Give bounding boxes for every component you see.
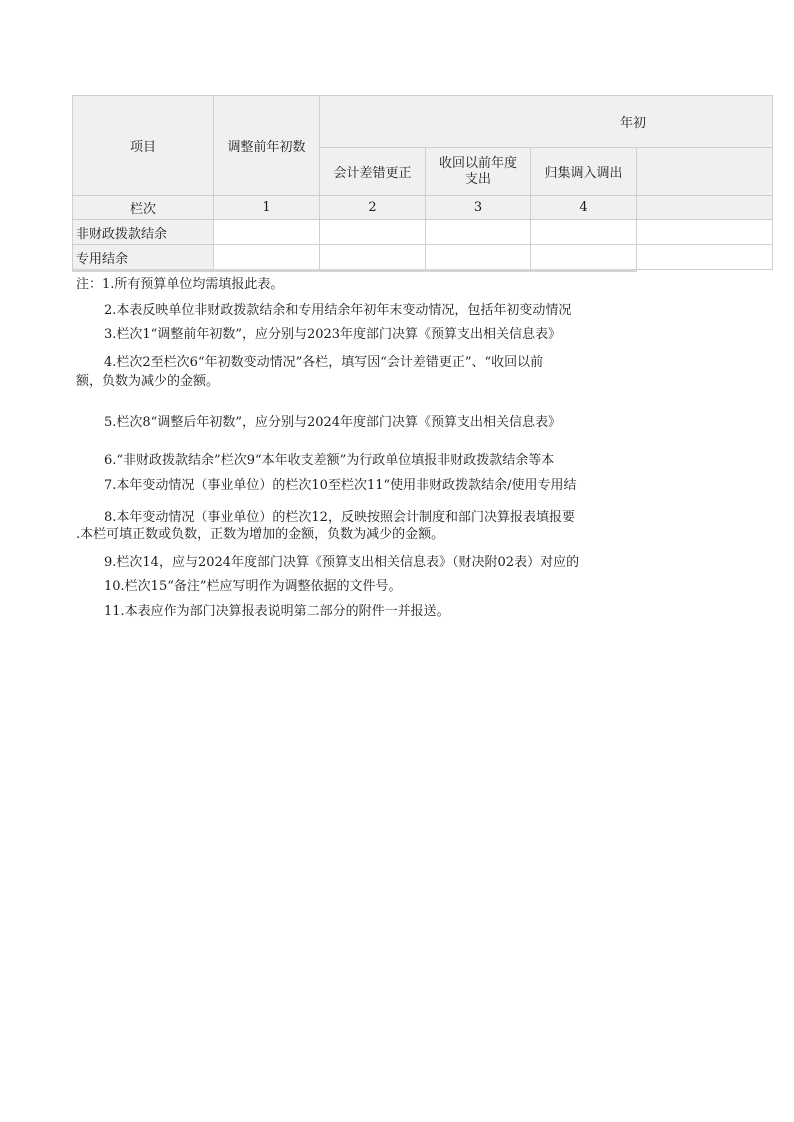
- note-6: 6.“非财政拨款结余”栏次9“本年收支差额”为行政单位填报非财政拨款结余等本: [104, 453, 555, 468]
- table-row: [73, 245, 773, 270]
- header-recover-prior-line1: 收回以前年度: [438, 155, 517, 171]
- note-9: 9.栏次14，应与2024年度部门决算《预算支出相关信息表》（财决附02表）对应的: [104, 555, 580, 570]
- note-8: 8.本年变动情况（事业单位）的栏次12，反映按照会计制度和部门决算报表填报要: [104, 510, 575, 525]
- cell-special-3[interactable]: [426, 245, 531, 270]
- cell-special-1[interactable]: [214, 245, 320, 270]
- cell-non-fiscal-4[interactable]: [531, 220, 637, 245]
- header-transfer: 归集调入调出: [531, 148, 637, 196]
- header-item: 项目: [73, 96, 214, 196]
- cell-non-fiscal-5[interactable]: [637, 220, 773, 245]
- header-next: [637, 148, 773, 196]
- note-8-cont: .本栏可填正数或负数，正数为增加的金额，负数为减少的金额。: [76, 527, 445, 542]
- index-5: [637, 196, 773, 220]
- note-5: 5.栏次8“调整后年初数”，应分别与2024年度部门决算《预算支出相关信息表》: [104, 415, 562, 430]
- note-4: 4.栏次2至栏次6“年初数变动情况”各栏，填写因“会计差错更正”、“收回以前: [104, 355, 544, 370]
- row-label-non-fiscal: 非财政拨款结余: [73, 220, 214, 245]
- note-10: 10.栏次15“备注”栏应写明作为调整依据的文件号。: [104, 579, 402, 594]
- index-2: 2: [320, 196, 426, 220]
- note-1: 注：1.所有预算单位均需填报此表。: [76, 277, 284, 292]
- index-1: 1: [214, 196, 320, 220]
- table-bottom-border: [72, 269, 637, 272]
- cell-special-5[interactable]: [637, 245, 773, 270]
- note-3: 3.栏次1“调整前年初数”，应分别与2023年度部门决算《预算支出相关信息表》: [104, 327, 562, 342]
- budget-balance-table: [72, 95, 773, 270]
- index-4: 4: [531, 196, 637, 220]
- header-group-year-change: 年初: [320, 96, 773, 148]
- cell-non-fiscal-3[interactable]: [426, 220, 531, 245]
- note-2: 2.本表反映单位非财政拨款结余和专用结余年初年末变动情况，包括年初变动情况: [104, 303, 572, 318]
- note-7: 7.本年变动情况（事业单位）的栏次10至栏次11“使用非财政拨款结余/使用专用结: [104, 478, 577, 493]
- cell-non-fiscal-1[interactable]: [214, 220, 320, 245]
- table-row: [73, 220, 773, 245]
- note-11: 11.本表应作为部门决算报表说明第二部分的附件一并报送。: [104, 604, 450, 619]
- note-4-cont: 额，负数为减少的金额。: [76, 374, 220, 389]
- cell-special-2[interactable]: [320, 245, 426, 270]
- index-3: 3: [426, 196, 531, 220]
- header-before-adjust: 调整前年初数: [214, 96, 320, 196]
- index-label: 栏次: [73, 196, 214, 220]
- cell-special-4[interactable]: [531, 245, 637, 270]
- header-accounting-error: 会计差错更正: [320, 148, 426, 196]
- header-recover-prior: [426, 148, 531, 196]
- cell-non-fiscal-2[interactable]: [320, 220, 426, 245]
- row-label-special: 专用结余: [73, 245, 214, 270]
- budget-balance-table-viewport: [72, 95, 647, 273]
- header-recover-prior-line2: 支出: [464, 171, 491, 187]
